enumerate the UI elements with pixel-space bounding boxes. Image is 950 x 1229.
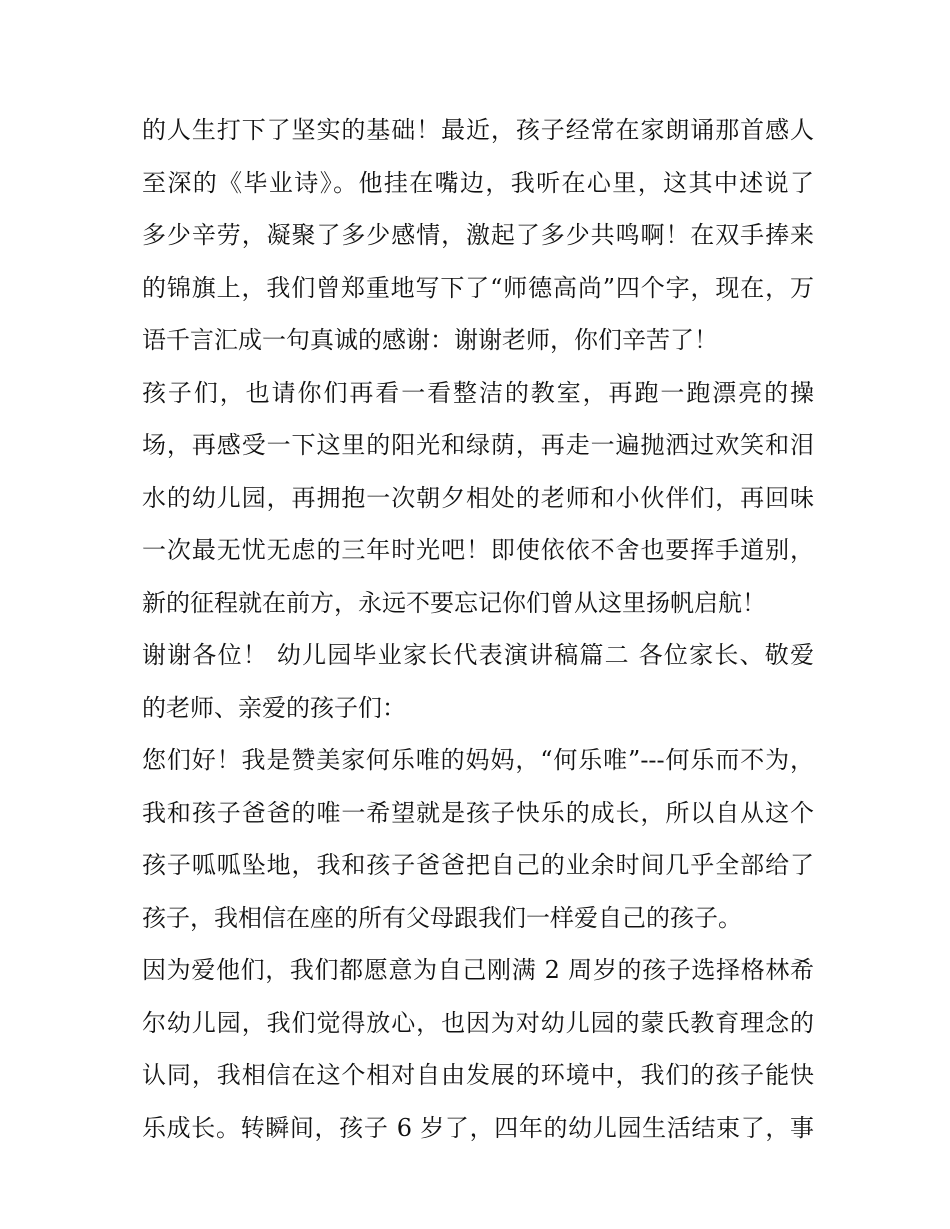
text-line: 我和孩子爸爸的唯一希望就是孩子快乐的成长，所以自从这个 (142, 798, 814, 827)
text-line: 谢谢各位！ 幼儿园毕业家长代表演讲稿篇二 各位家长、敬爱 (142, 641, 814, 669)
text-line: 孩子们，也请你们再看一看整洁的教室，再跑一跑漂亮的操 (142, 378, 814, 407)
text-line: 水的幼儿园，再拥抱一次朝夕相处的老师和小伙伴们，再回味 (142, 483, 814, 512)
text-line: 因为爱他们，我们都愿意为自己刚满 2 周岁的孩子选择格林希 (142, 956, 814, 984)
text-line: 多少辛劳，凝聚了多少感情，激起了多少共鸣啊！在双手捧来 (142, 221, 814, 249)
text-line: 认同，我相信在这个相对自由发展的环境中，我们的孩子能快 (142, 1061, 814, 1089)
text-line: 孩子呱呱坠地，我和孩子爸爸把自己的业余时间几乎全部给了 (142, 851, 814, 879)
text-line: 新的征程就在前方，永远不要忘记你们曾从这里扬帆启航！ (142, 588, 766, 617)
text-line: 您们好！我是赞美家何乐唯的妈妈，“何乐唯”---何乐而不为， (142, 746, 814, 774)
text-line: 至深的《毕业诗》。他挂在嘴边，我听在心里，这其中述说了 (142, 168, 814, 197)
text-line: 语千言汇成一句真诚的感谢：谢谢老师，你们辛苦了！ (142, 326, 718, 354)
text-line: 一次最无忧无虑的三年时光吧！即使依依不舍也要挥手道别， (142, 536, 814, 564)
text-line: 场，再感受一下这里的阳光和绿荫，再走一遍抛洒过欢笑和泪 (142, 431, 814, 459)
text-line: 的人生打下了坚实的基础！最近，孩子经常在家朗诵那首感人 (142, 116, 814, 144)
text-line: 乐成长。转瞬间，孩子 6 岁了，四年的幼儿园生活结束了，事 (142, 1113, 814, 1142)
text-line: 的锦旗上，我们曾郑重地写下了“师德高尚”四个字，现在，万 (142, 273, 814, 302)
text-line: 尔幼儿园，我们觉得放心，也因为对幼儿园的蒙氏教育理念的 (142, 1008, 814, 1037)
text-line: 的老师、亲爱的孩子们： (142, 693, 406, 722)
document-body (142, 104, 814, 1154)
text-line: 孩子，我相信在座的所有父母跟我们一样爱自己的孩子。 (142, 903, 742, 932)
